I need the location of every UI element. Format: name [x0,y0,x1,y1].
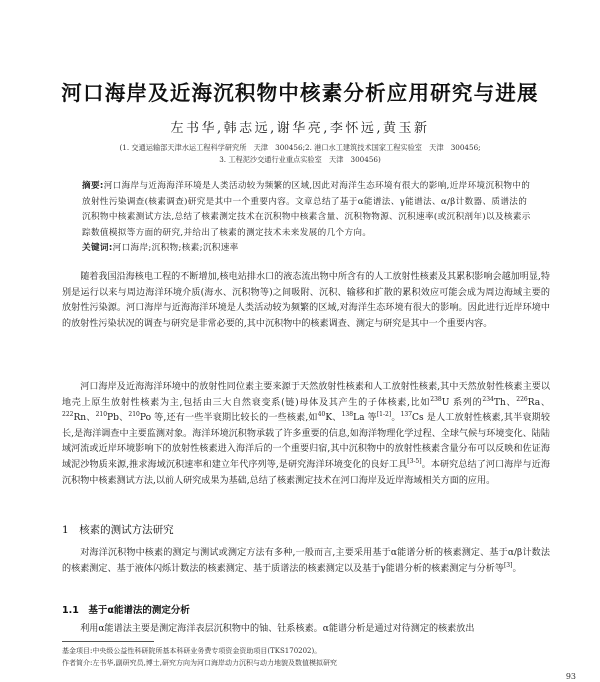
citation-3-5: [3-5] [407,457,422,465]
sup-pb210: 210 [95,411,108,419]
p2-part-f: Pb、 [107,413,129,424]
p2-part-h: K、 [325,413,342,424]
section-1-1-title: 基于α能谱法的测定分析 [88,605,190,616]
affiliation-line-2: 3. 工程泥沙交通行业重点实验室 天津 300456) [219,155,381,164]
footnote-rule [62,641,154,642]
keywords-label: 关键词: [82,243,113,254]
paper-title: 河口海岸及近海沉积物中核素分析应用研究与进展 [61,81,539,105]
sup-cs137: 137 [400,411,413,419]
intro-paragraph-1: 随着我国沿海核电工程的不断增加,核电站排水口的液态流出物中所含有的人工放射性核素及其累积影响会越加明显,特别是运行以来与周边海洋环境介质(海水、沉积物等)之间吸附、沉积、输移和扩散的累积效应可能会成为周边海域主要的放射性污染源。河口海岸与近海海洋环境是人类活动较为频繁的区域,对海洋生态环境有很大的影响。因此进行近岸环境中的放射性污染状况的调查与研究是非常必要的,其中沉积物中的核素调查、测定与研究是其中一个重要内容。 [62,272,550,329]
sup-u238: 238 [430,395,442,403]
p2-part-d: Ra、 [527,397,550,408]
abstract-text: 河口海岸与近海海洋环境是人类活动较为频繁的区域,因此对海洋生态环境有很大的影响,近岸环境沉积物中的放射性污染调查(核素调查)研究是其中一个重要内容。文章总结了基于α能谱法、γ能谱法、α/β计数器、质谱法的沉积物中核素测试方法,总结了核素测定技术在沉积物中核素含量、沉积物物源、沉积速率(或沉积剖年)以及核素示踪数值模拟等方面的研究,并给出了核素的测定技术未来发展的几个方向。 [82,181,531,238]
p2-part-g: Po 等,还有一些半衰期比较长的一些核素,如 [139,413,318,424]
p2-part-i: La 等 [353,413,377,424]
p2-part-l: 。本研究总结了河口海岸与近海沉积物中核素测试方法,以前人研究成果为基础,总结了核素测定技术在河口海岸及近岸海域相关方面的应用。 [62,459,550,486]
section-1-1-heading [62,602,190,616]
abstract [82,179,536,257]
p2-part-c: Th、 [493,397,517,408]
footnote-fund: 基金项目:中央级公益性科研院所基本科研业务费专项资金资助项目(TKS170202)。 [62,647,322,655]
section-1-heading [62,522,174,537]
keywords-text: 河口海岸;沉积物;核素;沉积速率 [112,243,239,254]
sup-po210: 210 [128,411,140,419]
sup-la138: 138 [341,411,354,419]
p2-part-a: 河口海岸及近海海洋环境中的放射性同位素主要来源于天然放射性核素和人工放射性核素,其中天然放射性核素主要以地壳上原生放射性核素为主,包括由三大自然衰变系(链)母体及其产生的子体核素,比如 [62,382,550,408]
intro-paragraph-2 [62,380,550,489]
sup-ra226: 226 [516,395,528,403]
author-list: 左书华,韩志远,谢华亮,李怀远,黄玉新 [170,121,430,136]
section-1-title: 核素的测试方法研究 [79,524,174,536]
affiliation-line-1: (1. 交通运输部天津水运工程科学研究所 天津 300456;2. 港口水工建筑技术国家工程实验室 天津 300456; [119,143,481,152]
p3-text: 对海洋沉积物中核素的测定与测试或测定方法有多种,一般而言,主要采用基于α能谱分析的核素测定、基于α/β计数法的核素测定、基于液体闪烁计数法的核素测定、基于质谱法的核素测定以及基于γ能谱分析的核素测定与分析等 [62,548,550,574]
section-1-paragraph [62,546,550,577]
p2-part-b: U 系列的 [441,397,483,408]
p2-part-e: Rn、 [73,413,96,424]
citation-3: [3] [503,561,513,569]
section-1-number: 1 [62,524,69,536]
section-1-1-paragraph: 利用α能谱法主要是测定海洋表层沉积物中的铀、钍系核素。α能谱分析是通过对待测定的核素放出 [80,624,475,634]
abstract-label: 摘要: [82,181,104,191]
sup-k40: 40 [317,411,326,419]
p2-part-j: 。 [391,413,401,424]
p3-end: 。 [512,563,522,574]
section-1-1-number: 1.1 [62,605,79,616]
footnote-author: 作者简介:左书华,副研究员,博士,研究方向为河口海岸动力沉积与动力地貌及数值模拟研究 [62,659,338,667]
page-number: 93 [565,672,576,681]
citation-1-2: [1-2] [376,411,392,419]
p2-part-k: Cs 是人工放射性核素,其半衰期较长,是海洋调查中主要监测对象。海洋环境沉积物承载了许多重要的信息,如海洋物理化学过程、全球气候与环境变化、陆陆域河流或近岸环境影响下的放射性核素进入海洋后的一个重要归宿,其中沉积物中的放射性核素含量分布可以反映和佐证海域泥沙物质来源,推求海域沉积速率和建立年代序列等,是研究海洋环境变化的良好工具 [62,413,550,470]
sup-rn222: 222 [62,411,74,419]
sup-th234: 234 [482,395,494,403]
